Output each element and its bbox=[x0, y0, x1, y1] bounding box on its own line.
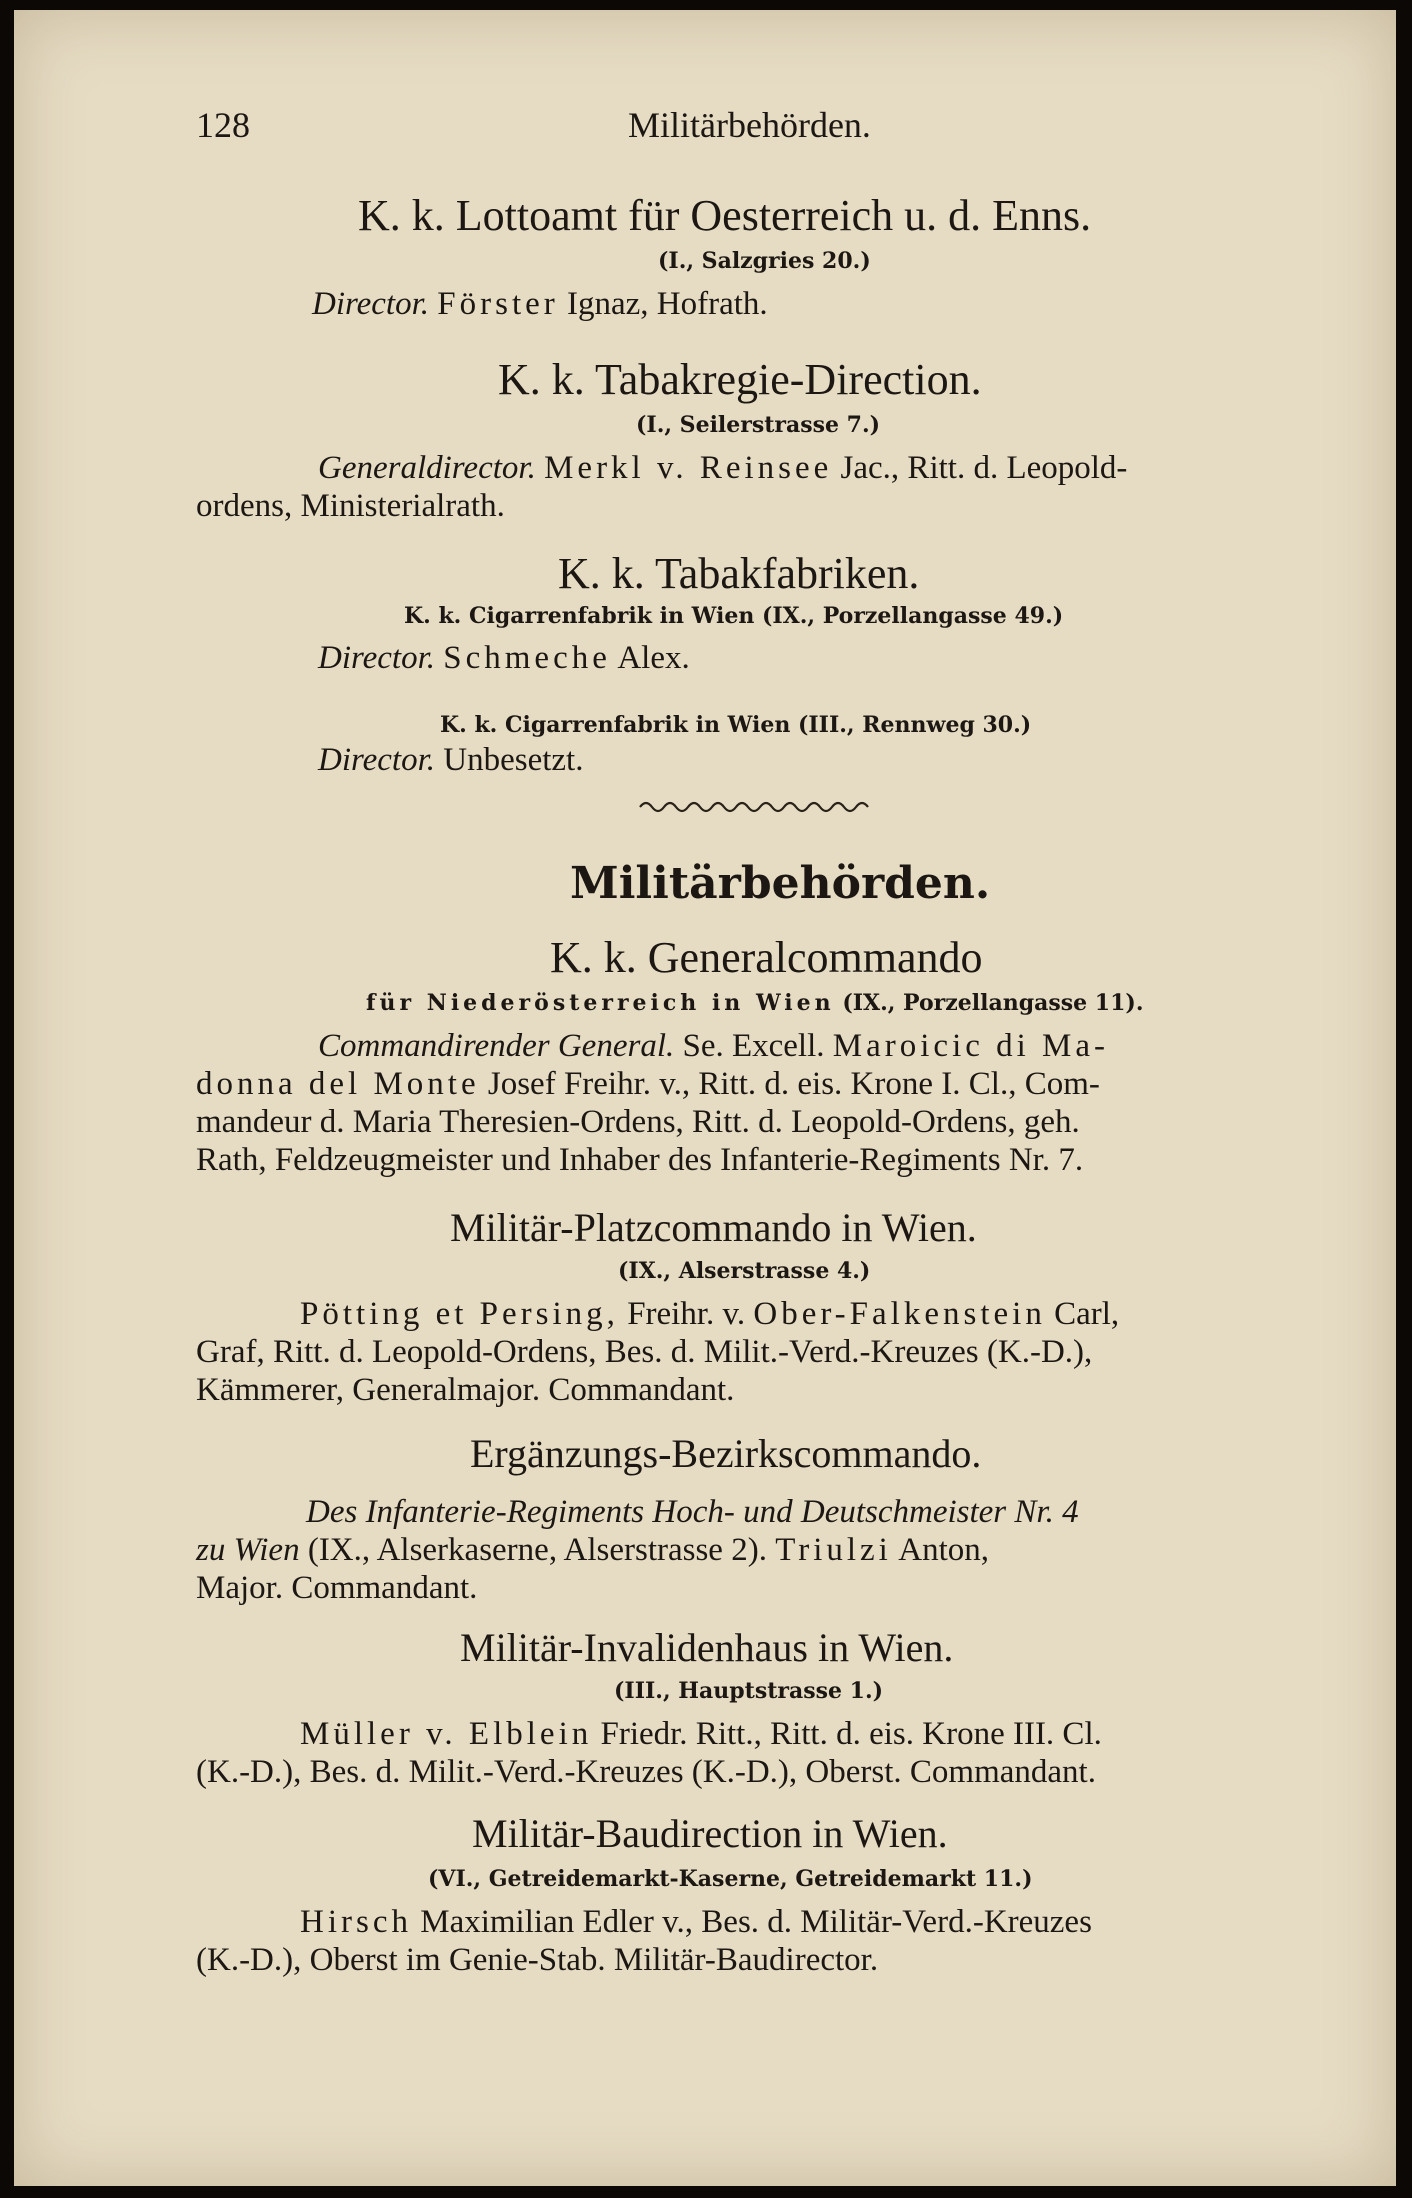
lotto-entry: Director. Förster Ignaz, Hofrath. bbox=[312, 286, 768, 322]
wavy-divider-icon bbox=[638, 797, 870, 817]
baudirection-title: Militär-Baudirection in Wien. bbox=[472, 1811, 948, 1856]
factory1-entry: Director. Schmeche Alex. bbox=[318, 640, 690, 676]
platzcommando-line2: Graf, Ritt. d. Leopold-Ordens, Bes. d. Milit.-Verd.-Kreuzes (K.-D.), bbox=[196, 1334, 1093, 1370]
invalidenhaus-line2: (K.-D.), Bes. d. Milit.-Verd.-Kreuzes (K.-D.), Oberst. Commandant. bbox=[196, 1754, 1096, 1790]
baudirection-line1: Hirsch Maximilian Edler v., Bes. d. Militär-Verd.-Kreuzes bbox=[300, 1904, 1092, 1940]
ergaenzung-title: Ergänzungs-Bezirkscommando. bbox=[470, 1431, 982, 1476]
platzcommando-line3: Kämmerer, Generalmajor. Commandant. bbox=[196, 1372, 735, 1408]
ergaenzung-line2: zu Wien (IX., Alserkaserne, Alserstrasse 2). Triulzi Anton, bbox=[196, 1532, 990, 1568]
invalidenhaus-address: (III., Hauptstrasse 1.) bbox=[614, 1678, 884, 1704]
generalcommando-line3: mandeur d. Maria Theresien-Ordens, Ritt. d. Leopold-Ordens, geh. bbox=[196, 1104, 1080, 1140]
ergaenzung-line3: Major. Commandant. bbox=[196, 1570, 478, 1606]
lotto-address: (I., Salzgries 20.) bbox=[658, 248, 871, 274]
tabakfabriken-title: K. k. Tabakfabriken. bbox=[558, 549, 920, 598]
factory1-name: K. k. Cigarrenfabrik in Wien (IX., Porzellangasse 49.) bbox=[404, 603, 1064, 629]
invalidenhaus-title: Militär-Invalidenhaus in Wien. bbox=[460, 1625, 954, 1670]
generalcommando-title: K. k. Generalcommando bbox=[550, 933, 983, 982]
factory2-entry: Director. Unbesetzt. bbox=[318, 742, 584, 778]
tabakregie-entry-line1: Generaldirector. Merkl v. Reinsee Jac., Ritt. d. Leopold- bbox=[318, 450, 1128, 486]
generalcommando-line4: Rath, Feldzeugmeister und Inhaber des Infanterie-Regiments Nr. 7. bbox=[196, 1142, 1084, 1178]
baudirection-line2: (K.-D.), Oberst im Genie-Stab. Militär-Baudirector. bbox=[196, 1942, 879, 1978]
generalcommando-subtitle: für Niederösterreich in Wien (IX., Porzellangasse 11). bbox=[366, 990, 1144, 1016]
generalcommando-line2: donna del Monte Josef Freihr. v., Ritt. d. eis. Krone I. Cl., Com- bbox=[196, 1066, 1100, 1102]
main-section-heading: Militärbehörden. bbox=[570, 858, 991, 909]
baudirection-address: (VI., Getreidemarkt-Kaserne, Getreidemarkt 11.) bbox=[428, 1866, 1033, 1892]
ergaenzung-line1: Des Infanterie-Regiments Hoch- und Deutschmeister Nr. 4 bbox=[306, 1494, 1079, 1530]
generalcommando-line1: Commandirender General. Se. Excell. Maroicic di Ma- bbox=[318, 1028, 1110, 1064]
platzcommando-address: (IX., Alserstrasse 4.) bbox=[618, 1258, 871, 1284]
platzcommando-line1: Pötting et Persing, Freihr. v. Ober-Falkenstein Carl, bbox=[300, 1296, 1120, 1332]
page-number: 128 bbox=[196, 105, 250, 145]
tabakregie-entry-line2: ordens, Ministerialrath. bbox=[196, 488, 505, 524]
platzcommando-title: Militär-Platzcommando in Wien. bbox=[450, 1205, 977, 1250]
lotto-title: K. k. Lottoamt für Oesterreich u. d. Enns. bbox=[358, 191, 1092, 240]
factory2-name: K. k. Cigarrenfabrik in Wien (III., Rennweg 30.) bbox=[440, 712, 1032, 738]
running-title: Militärbehörden. bbox=[628, 105, 871, 145]
tabakregie-address: (I., Seilerstrasse 7.) bbox=[636, 412, 881, 438]
invalidenhaus-line1: Müller v. Elblein Friedr. Ritt., Ritt. d. eis. Krone III. Cl. bbox=[300, 1716, 1102, 1752]
tabakregie-title: K. k. Tabakregie-Direction. bbox=[498, 355, 982, 404]
